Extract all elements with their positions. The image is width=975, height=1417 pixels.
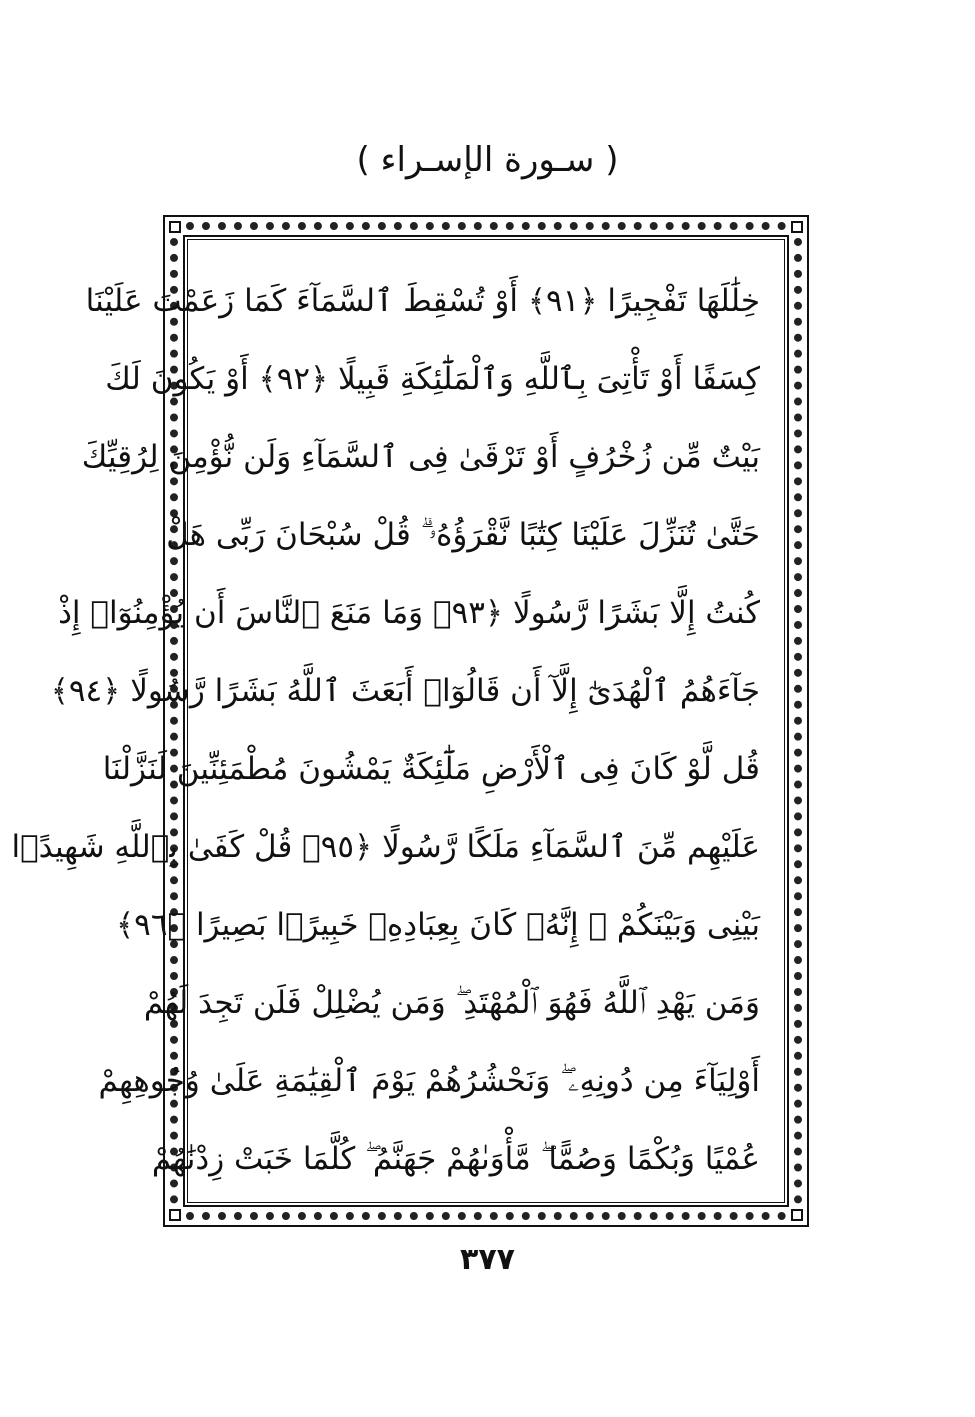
verse-line: خِلَٰلَهَا تَفْجِيرًا ﴿٩١﴾ أَوْ تُسْقِطَ ٱلسَّمَآءَ كَمَا زَعَمْتَ عَلَيْنَا xyxy=(85,283,760,319)
verse-line: كُنتُ إِلَّا بَشَرًا رَّسُولًا ﴿٩٣﴾ وَمَا مَنَعَ ٱلنَّاسَ أَن يُؤْمِنُوٓا۟ إِذْ xyxy=(58,595,760,631)
verse-line: بَيْنِى وَبَيْنَكُمْ ۚ إِنَّهُۥ كَانَ بِعِبَادِهِۦ خَبِيرًۢا بَصِيرًا ﴿٩٦﴾ xyxy=(116,907,760,943)
verse-line: جَآءَهُمُ ٱلْهُدَىٰٓ إِلَّآ أَن قَالُوٓا۟ أَبَعَثَ ٱللَّهُ بَشَرًا رَّسُولًا ﴿٩٤﴾ xyxy=(50,673,760,709)
frame-corner-ornament xyxy=(791,1209,803,1221)
frame-corner-ornament xyxy=(791,221,803,233)
frame-corner-ornament xyxy=(169,1209,181,1221)
frame-corner-ornament xyxy=(169,221,181,233)
verse-line: عُمْيًا وَبُكْمًا وَصُمًّا ۖ مَّأْوَىٰهُمْ جَهَنَّمُ ۖ كُلَّمَا خَبَتْ زِدْنَٰهُمْ xyxy=(151,1141,760,1177)
verse-line: عَلَيْهِم مِّنَ ٱلسَّمَآءِ مَلَكًا رَّسُولًا ﴿٩٥﴾ قُلْ كَفَىٰ بِٱللَّهِ شَهِيدًۢا xyxy=(11,829,760,865)
verse-line: أَوْلِيَآءَ مِن دُونِهِۦ ۖ وَنَحْشُرُهُمْ يَوْمَ ٱلْقِيَٰمَةِ عَلَىٰ وُجُوهِهِمْ xyxy=(98,1063,760,1099)
verse-text-block xyxy=(11,262,760,1198)
verse-line: وَمَن يَهْدِ ٱللَّهُ فَهُوَ ٱلْمُهْتَدِ ۖ وَمَن يُضْلِلْ فَلَن تَجِدَ لَهُمْ xyxy=(143,985,760,1021)
page-number: ٣٧٧ xyxy=(460,1242,515,1277)
verse-line: بَيْتٌ مِّن زُخْرُفٍ أَوْ تَرْقَىٰ فِى ٱلسَّمَآءِ وَلَن نُّؤْمِنَ لِرُقِيِّكَ xyxy=(81,439,760,475)
verse-line: كِسَفًا أَوْ تَأْتِىَ بِٱللَّهِ وَٱلْمَلَٰٓئِكَةِ قَبِيلًا ﴿٩٢﴾ أَوْ يَكُونَ لَكَ xyxy=(105,361,760,397)
verse-line: قُل لَّوْ كَانَ فِى ٱلْأَرْضِ مَلَٰٓئِكَةٌ يَمْشُونَ مُطْمَئِنِّينَ لَنَزَّلْنَا xyxy=(102,751,760,787)
verse-line: حَتَّىٰ تُنَزِّلَ عَلَيْنَا كِتَٰبًا نَّقْرَؤُهُۥ ۗ قُلْ سُبْحَانَ رَبِّى هَلْ xyxy=(166,517,760,553)
surah-title: ( سـورة الإسـراء ) xyxy=(356,140,619,180)
